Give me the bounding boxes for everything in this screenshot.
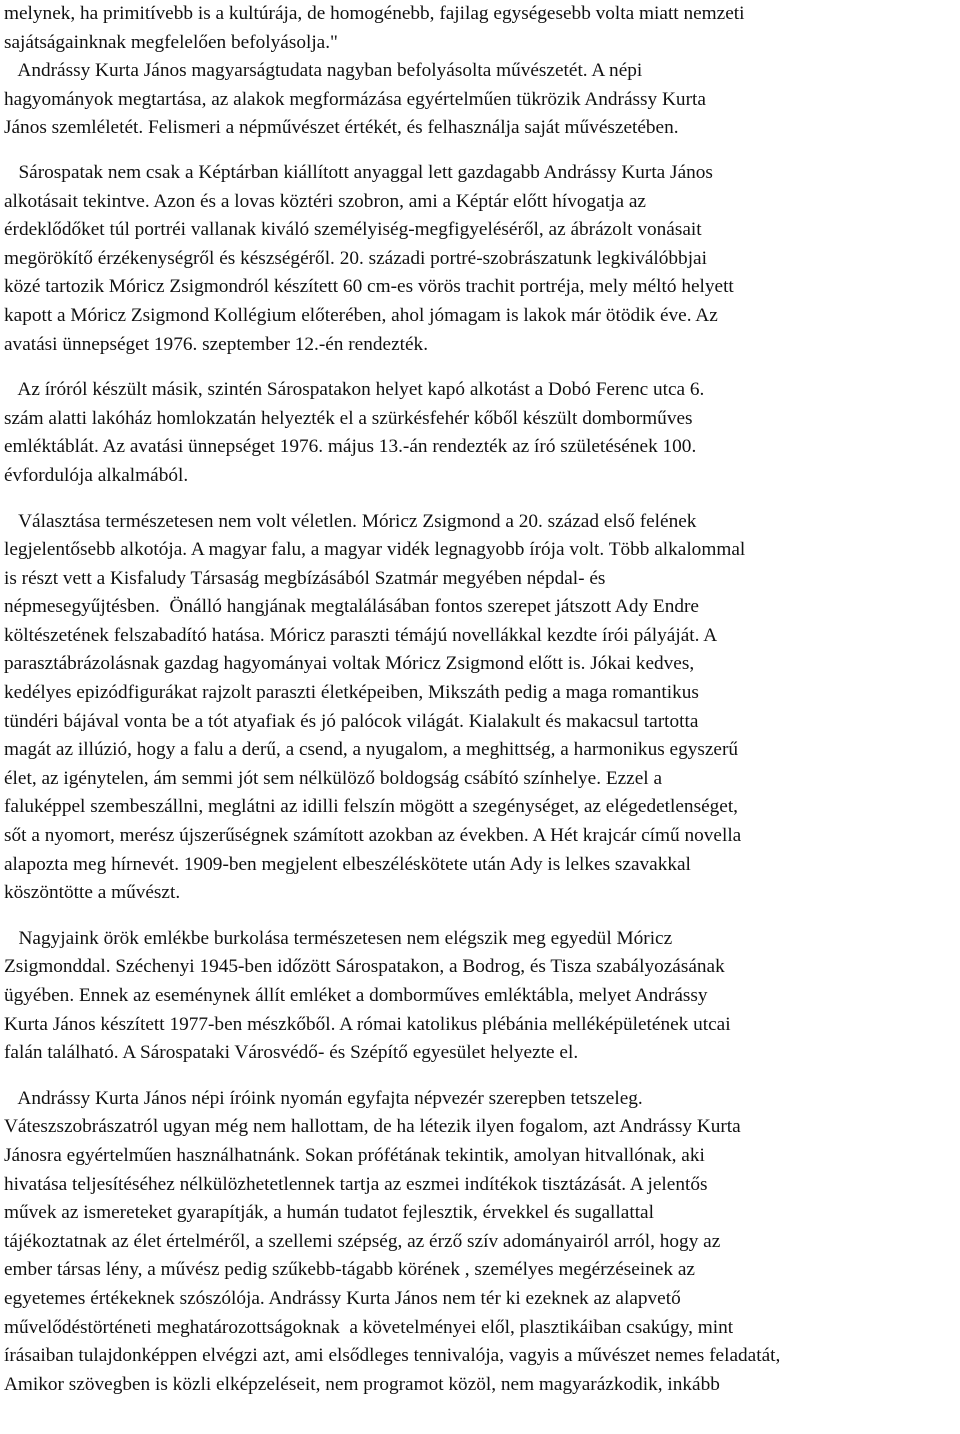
text-line: falán található. A Sárospataki Városvédő- és Szépítő egyesület helyezte el. xyxy=(4,1042,579,1064)
text-line: közé tartozik Móricz Zsigmondról készített 60 cm-es vörös trachit portréja, mely méltó helyett xyxy=(4,276,734,298)
text-line: évfordulója alkalmából. xyxy=(4,464,189,486)
text-line: alapozta meg hírnevét. 1909-ben megjelent elbeszéléskötete után Ady is lelkes szavakkal xyxy=(4,853,691,875)
text-line: művek az ismereteket gyarapítják, a humán tudatot fejlesztik, érvekkel és sugallattal xyxy=(4,1202,654,1224)
text-line: Sárospatak nem csak a Képtárban kiállított anyaggal lett gazdagabb Andrássy Kurta János xyxy=(4,161,713,183)
text-line: János szemléletét. Felismeri a népművészet értékét, és felhasználja saját művészetében. xyxy=(4,117,679,139)
paragraph-5 xyxy=(4,925,956,1068)
text-line: köszöntötte a művészt. xyxy=(4,882,181,904)
text-line: kedélyes epizódfigurákat rajzolt paraszti életképeiben, Mikszáth pedig a maga romantikus xyxy=(4,682,699,704)
text-line: hivatása teljesítéséhez nélkülözhetetlennek tartja az eszmei indítékok tisztázását. A jelentős xyxy=(4,1173,708,1195)
text-line: művelődéstörténeti meghatározottságoknak a követelményei elől, plasztikáiban csakúgy, mint xyxy=(4,1316,734,1338)
text-line: avatási ünnepséget 1976. szeptember 12.-én rendezték. xyxy=(4,333,429,355)
text-line: sőt a nyomort, merész újszerűségnek számított azokban az években. A Hét krajcár című novella xyxy=(4,825,742,847)
paragraph-2 xyxy=(4,159,956,359)
text-line: írásaiban tulajdonképpen elvégzi azt, ami elsődleges tennivalója, vagyis a művészet nemes feladatát, xyxy=(4,1345,781,1367)
text-line: Jánosra egyértelműen használhatnánk. Sokan prófétának tekintik, amolyan hitvallónak, aki xyxy=(4,1144,705,1166)
text-line: Andrássy Kurta János népi íróink nyomán egyfajta népvezér szerepben tetszeleg. xyxy=(4,1087,643,1109)
paragraph-6 xyxy=(4,1085,956,1400)
document-page xyxy=(4,0,956,1399)
text-line: érdeklődőket túl portréi vallanak kiváló személyiség-megfigyeléséről, az ábrázolt vonásait xyxy=(4,219,702,241)
text-line: alkotásait tekintve. Azon és a lovas köztéri szobron, ami a Képtár előtt hívogatja az xyxy=(4,190,646,212)
text-line: élet, az igénytelen, ám semmi jót sem nélkülöző boldogság csábító színhelye. Ezzel a xyxy=(4,767,663,789)
text-line: tündéri bájával vonta be a tót atyafiak és jó palócok világát. Kialakult és makacsul tartotta xyxy=(4,710,699,732)
text-line: is részt vett a Kisfaludy Társaság megbízásából Szatmár megyében népdal- és xyxy=(4,567,606,589)
text-line: magát az illúzió, hogy a falu a derű, a csend, a nyugalom, a meghittség, a harmonikus egyszerű xyxy=(4,739,739,761)
text-line: sajátságainknak megfelelően befolyásolja." xyxy=(4,31,338,53)
text-line: hagyományok megtartása, az alakok megformázása egyértelműen tükrözik Andrássy Kurta xyxy=(4,88,706,110)
paragraph-1 xyxy=(4,0,956,143)
text-line: emléktáblát. Az avatási ünnepséget 1976. május 13.-án rendezték az író születésének 100. xyxy=(4,436,697,458)
text-line: Kurta János készített 1977-ben mészkőből. A római katolikus plébánia melléképületének utcai xyxy=(4,1013,731,1035)
text-line: szám alatti lakóház homlokzatán helyezték el a szürkésfehér kőből készült domborműves xyxy=(4,407,693,429)
text-line: Andrássy Kurta János magyarságtudata nagyban befolyásolta művészetét. A népi xyxy=(4,60,643,82)
text-line: ügyében. Ennek az eseménynek állít emléket a domborműves emléktábla, melyet Andrássy xyxy=(4,985,708,1006)
paragraph-3 xyxy=(4,376,956,490)
text-line: legjelentősebb alkotója. A magyar falu, a magyar vidék legnagyobb írója volt. Több alkalommal xyxy=(4,539,746,561)
text-line: tájékoztatnak az élet értelméről, a szellemi szépség, az érző szív adományairól arról, hogy az xyxy=(4,1230,721,1252)
text-line: Váteszszobrászatról ugyan még nem hallottam, de ha létezik ilyen fogalom, azt Andrássy Kurta xyxy=(4,1116,741,1138)
text-line: Zsigmonddal. Széchenyi 1945-ben időzött Sárospatakon, a Bodrog, és Tisza szabályozásának xyxy=(4,956,725,978)
text-line: Választása természetesen nem volt véletlen. Móricz Zsigmond a 20. század első felének xyxy=(4,510,697,532)
text-line: Az íróról készült másik, szintén Sárospatakon helyet kapó alkotást a Dobó Ferenc utca 6. xyxy=(4,379,705,401)
text-line: faluképpel szembeszállni, meglátni az idilli felszín mögött a szegénységet, az elégedetlenséget, xyxy=(4,796,739,818)
text-line: melynek, ha primitívebb is a kultúrája, de homogénebb, fajilag egységesebb volta miatt nemzeti xyxy=(4,3,745,24)
text-line: parasztábrázolásnak gazdag hagyományai voltak Móricz Zsigmond előtt is. Jókai kedves, xyxy=(4,653,695,675)
text-line: népmesegyűjtésben. Önálló hangjának megtalálásában fontos szerepet játszott Ady Endre xyxy=(4,596,699,618)
text-line: költészetének felszabadító hatása. Móricz paraszti témájú novellákkal kezdte írói pályáját. A xyxy=(4,624,718,646)
paragraph-4 xyxy=(4,508,956,908)
text-line: Amikor szövegben is közli elképzeléseit, nem programot közöl, nem magyarázkodik, inkább xyxy=(4,1373,720,1395)
text-line: egyetemes értékeknek szószólója. Andrássy Kurta János nem tér ki ezeknek az alapvető xyxy=(4,1287,681,1309)
text-line: kapott a Móricz Zsigmond Kollégium előterében, ahol jómagam is lakok már ötödik éve. Az xyxy=(4,304,718,326)
text-line: megörökítő érzékenységről és készségéről. 20. századi portré-szobrászatunk legkiválóbbjai xyxy=(4,247,707,269)
text-line: ember társas lény, a művész pedig szűkebb-tágabb körének , személyes megérzéseinek az xyxy=(4,1259,695,1281)
text-line: Nagyjaink örök emlékbe burkolása természetesen nem elégszik meg egyedül Móricz xyxy=(4,927,673,949)
